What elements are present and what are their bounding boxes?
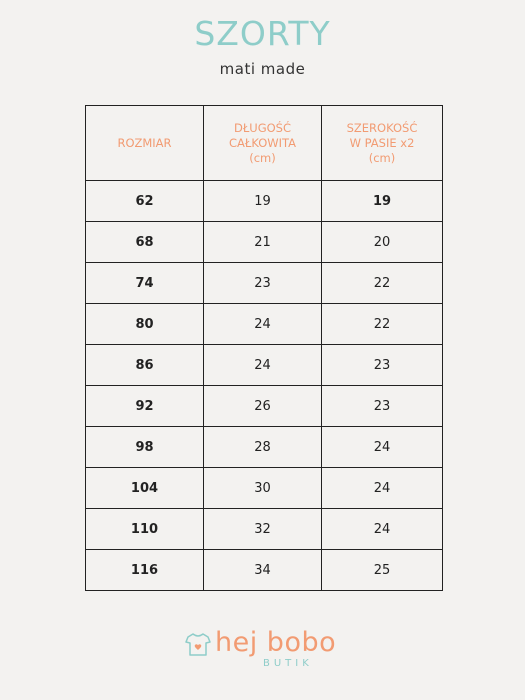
waist-cell: 22 [322, 304, 443, 345]
header-line: SZEROKOŚĆ [346, 120, 418, 135]
size-table [85, 105, 443, 591]
header-waist [322, 106, 443, 181]
header-size [86, 106, 204, 181]
table-row [86, 509, 443, 550]
size-cell: 116 [86, 550, 204, 591]
header-line: (cm) [368, 150, 396, 165]
page-title: SZORTY [194, 14, 331, 53]
size-cell: 80 [86, 304, 204, 345]
length-cell: 30 [204, 468, 322, 509]
size-cell: 110 [86, 509, 204, 550]
page-subtitle: mati made [219, 60, 306, 78]
waist-cell: 24 [322, 427, 443, 468]
header-line: (cm) [249, 150, 276, 165]
table-row [86, 468, 443, 509]
length-cell: 24 [204, 304, 322, 345]
waist-cell: 22 [322, 263, 443, 304]
table-header-row [86, 106, 443, 181]
waist-cell: 23 [322, 386, 443, 427]
size-cell: 98 [86, 427, 204, 468]
table-row [86, 222, 443, 263]
size-cell: 74 [86, 263, 204, 304]
length-cell: 24 [204, 345, 322, 386]
waist-cell: 23 [322, 345, 443, 386]
table-row [86, 304, 443, 345]
table-row [86, 181, 443, 222]
waist-cell: 25 [322, 550, 443, 591]
length-cell: 23 [204, 263, 322, 304]
size-cell: 68 [86, 222, 204, 263]
logo-name: hej bobo [215, 627, 337, 658]
table-row [86, 345, 443, 386]
length-cell: 34 [204, 550, 322, 591]
size-cell: 86 [86, 345, 204, 386]
length-cell: 21 [204, 222, 322, 263]
tshirt-heart-icon [185, 631, 211, 657]
waist-cell: 24 [322, 509, 443, 550]
header-line: W PASIE x2 [349, 135, 415, 150]
size-cell: 92 [86, 386, 204, 427]
table-row [86, 386, 443, 427]
size-cell: 104 [86, 468, 204, 509]
length-cell: 28 [204, 427, 322, 468]
length-cell: 19 [204, 181, 322, 222]
logo-sub: BUTIK [263, 658, 313, 669]
length-cell: 26 [204, 386, 322, 427]
header-line: ROZMIAR [117, 135, 172, 150]
header-line: CAŁKOWITA [228, 135, 297, 150]
table-row [86, 427, 443, 468]
length-cell: 32 [204, 509, 322, 550]
waist-cell: 19 [322, 181, 443, 222]
size-cell: 62 [86, 181, 204, 222]
table-row [86, 263, 443, 304]
header-line: DŁUGOŚĆ [233, 120, 292, 135]
brand-logo [185, 627, 345, 675]
waist-cell: 24 [322, 468, 443, 509]
table-row [86, 550, 443, 591]
header-length [204, 106, 322, 181]
waist-cell: 20 [322, 222, 443, 263]
